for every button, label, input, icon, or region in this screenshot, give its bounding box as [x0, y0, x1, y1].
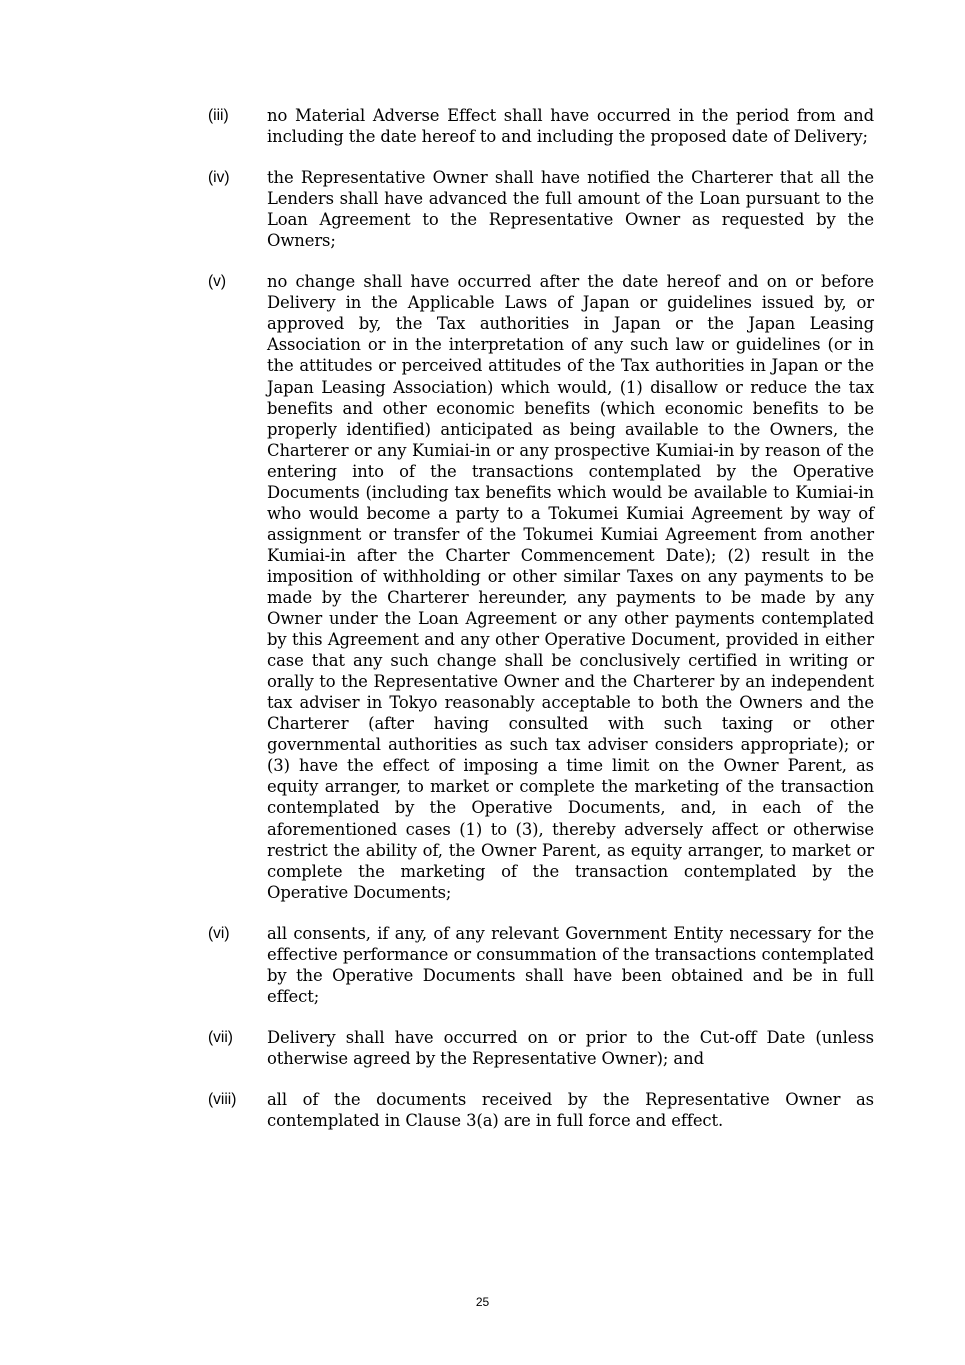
- clause-vi: [208, 923, 874, 1007]
- clause-iii: [208, 105, 874, 147]
- clause-viii: [208, 1089, 874, 1131]
- clause-text: all of the documents received by the Representative Owner as contemplated in Clause 3(a) are in full force and effect.: [267, 1089, 874, 1131]
- clause-text: no change shall have occurred after the date hereof and on or before Delivery in the Applicable Laws of Japan or guidelines issued by, or approved by, the Tax authorities in Japan or the Japan Leasing Association or in the interpretation of any such law or guidelines (or in the attitudes or perceived attitudes of the Tax authorities in Japan or the Japan Leasing Association) which would, (1) disallow or reduce the tax benefits and other economic benefits (which economic benefits to be properly identified) anticipated as being available to the Owners, the Charterer or any Kumiai-in or any prospective Kumiai-in by reason of the entering into of the transactions contemplated by the Operative Documents (including tax benefits which would be available to Kumiai-in who would become a party to a Tokumei Kumiai Agreement by way of assignment or transfer of the Tokumei Kumiai Agreement from another Kumiai-in after the Charter Commencement Date); (2) result in the imposition of withholding or other similar Taxes on any payments to be made by the Charterer hereunder, any payments to be made by any Owner under the Loan Agreement or any other payments contemplated by this Agreement and any other Operative Document, provided in either case that any such change shall be conclusively certified in writing or orally to the Representative Owner and the Charterer by an independent tax adviser in Tokyo reasonably acceptable to both the Owners and the Charterer (after having consulted with such taxing or other governmental authorities as such tax adviser considers appropriate); or (3) have the effect of imposing a time limit on the Owner Parent, as equity arranger, to market or complete the marketing of the transaction contemplated by the Operative Documents, and, in each of the aforementioned cases (1) to (3), thereby adversely affect or otherwise restrict the ability of, the Owner Parent, as equity arranger, to market or complete the marketing of the transaction contemplated by the Operative Documents;: [267, 272, 874, 902]
- clause-text: Delivery shall have occurred on or prior to the Cut-off Date (unless otherwise agreed by the Representative Owner); and: [267, 1027, 874, 1068]
- clause-label: (vi): [208, 924, 230, 942]
- clause-label: (vii): [208, 1028, 233, 1046]
- clause-vii: [208, 1027, 874, 1069]
- clause-label: (iii): [208, 107, 229, 124]
- clause-label: (viii): [208, 1090, 237, 1108]
- clause-v: [208, 271, 874, 902]
- clause-list: [208, 105, 874, 1151]
- clause-text: all consents, if any, of any relevant Government Entity necessary for the effective performance or consummation of the transactions contemplated by the Operative Documents shall have been obtained and be in full effect;: [267, 923, 874, 1006]
- clause-iv: [208, 167, 874, 251]
- clause-text: no Material Adverse Effect shall have occurred in the period from and including the date hereof to and including the proposed date of Delivery;: [267, 106, 874, 147]
- clause-label: (v): [208, 273, 227, 291]
- page-number: 25: [475, 1295, 490, 1309]
- clause-text: the Representative Owner shall have notified the Charterer that all the Lenders shall have advanced the full amount of the Loan pursuant to the Loan Agreement to the Representative Owner as requested by the Owners;: [267, 168, 874, 251]
- clause-label: (iv): [208, 169, 230, 187]
